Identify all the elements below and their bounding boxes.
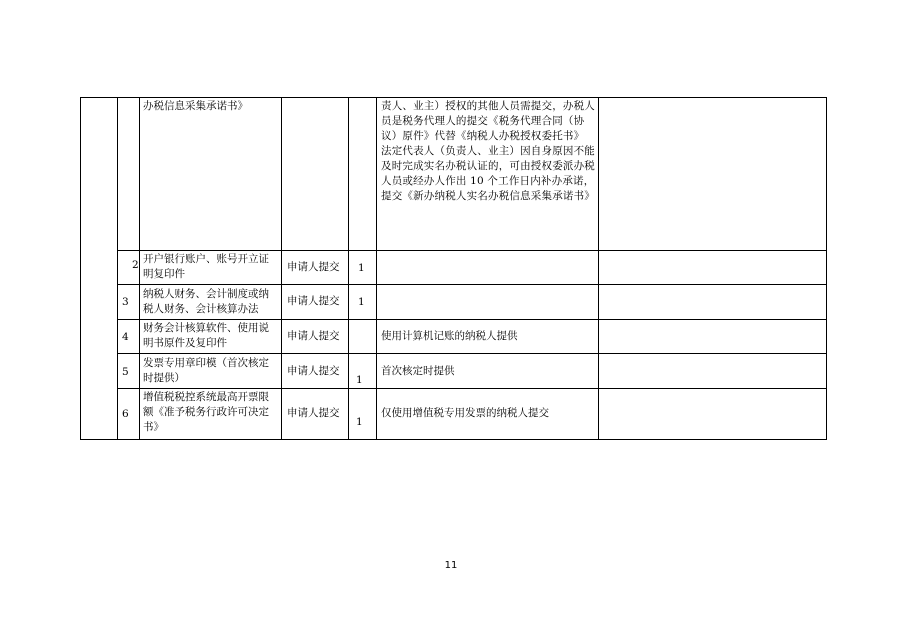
table-rule xyxy=(117,388,827,389)
table-cell-index: 6 xyxy=(122,408,129,420)
table-rule xyxy=(117,284,827,285)
table-rule xyxy=(80,97,827,98)
table-rule xyxy=(139,97,140,440)
table-cell-index: 3 xyxy=(122,296,129,308)
table-rule xyxy=(348,97,349,440)
table-cell-provider: 申请人提交 xyxy=(287,295,340,307)
table-cell-provider: 申请人提交 xyxy=(287,261,340,273)
table-cell-copies: 1 xyxy=(356,416,363,428)
table-cell-note: 仅使用增值税专用发票的纳税人提交 xyxy=(381,407,549,419)
table-rule xyxy=(80,97,81,440)
table-rule xyxy=(281,97,282,440)
table-cell-copies: 1 xyxy=(358,262,365,274)
table-cell-index: 4 xyxy=(122,331,129,343)
table-rule xyxy=(826,97,827,440)
table-cell-material: 开户银行账户、账号开立证明复印件 xyxy=(143,253,269,280)
table-cell-copies: 1 xyxy=(356,374,363,386)
table-cell-material: 增值税税控系统最高开票限额《准予税务行政许可决定书》 xyxy=(143,391,269,433)
table-cell-material: 纳税人财务、会计制度或纳税人财务、会计核算办法 xyxy=(143,288,269,315)
table-cell-index: 5 xyxy=(122,366,129,378)
table-cell-note: 首次核定时提供 xyxy=(381,365,455,377)
table-cell-note: 责人、业主）授权的其他人员需提交，办税人员是税务代理人的提交《税务代理合同（协议）原件》代替《纳税人办税授权委托书》 法定代表人（负责人、业主）因自身原因不能及时完成实名办税认证的，可由授权委派办税人员或经办人作出 10 个工作日内补办承诺，提交《新办纳税人实名办税信息采集承诺书》 xyxy=(381,100,595,202)
table-cell-copies: 1 xyxy=(358,296,365,308)
table-cell-provider: 申请人提交 xyxy=(287,407,340,419)
table-cell-material: 财务会计核算软件、使用说明书原件及复印件 xyxy=(143,322,269,349)
table-rule xyxy=(80,439,827,440)
table-rule xyxy=(598,97,599,440)
table-cell-provider: 申请人提交 xyxy=(287,365,340,377)
table-cell-provider: 申请人提交 xyxy=(287,330,340,342)
table-cell-index: 2 xyxy=(132,259,139,271)
table-rule xyxy=(117,319,827,320)
table-cell-material: 发票专用章印模（首次核定时提供） xyxy=(143,357,269,384)
table-rule xyxy=(117,97,118,440)
table-cell-note: 使用计算机记账的纳税人提供 xyxy=(381,330,518,342)
table-rule xyxy=(117,353,827,354)
table-cell-material: 办税信息采集承诺书》 xyxy=(143,100,248,112)
table-rule xyxy=(376,97,377,440)
page-number: 11 xyxy=(444,560,458,571)
table-rule xyxy=(117,250,827,251)
